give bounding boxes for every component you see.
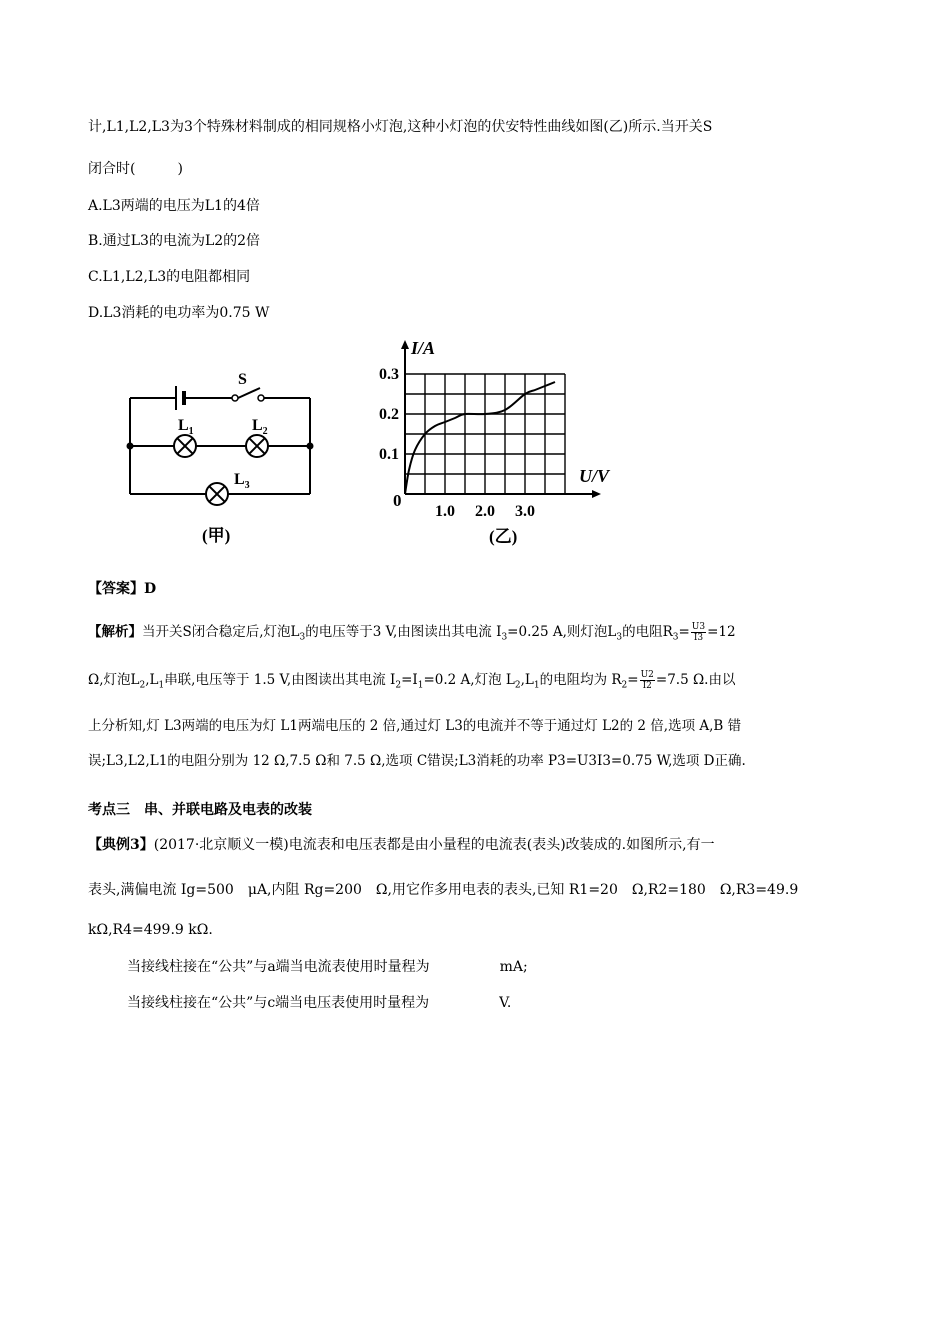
lamp1-label: L xyxy=(178,417,189,434)
example-question-2: 当接线柱接在“公共”与c端当电压表使用时量程为 V. xyxy=(127,995,512,1011)
analysis-line-4: 误;L3,L2,L1的电阻分别为 12 Ω,7.5 Ω和 7.5 Ω,选项 C错误;L3消耗的功率 P3=U3I3=0.75 W,选项 D正确. xyxy=(88,753,746,769)
problem-line-2: 闭合时( ) xyxy=(88,161,183,177)
y-tick-label: 0.1 xyxy=(379,446,399,463)
junction-right xyxy=(307,443,314,450)
chart-caption: (乙) xyxy=(489,527,518,546)
lamp-l3-icon xyxy=(206,483,228,505)
fraction-r2: $\frac{U2}{I2}$ xyxy=(640,670,654,691)
y-tick-label: 0.3 xyxy=(379,366,399,383)
option-c: C.L1,L2,L3的电阻都相同 xyxy=(88,269,251,285)
option-d: D.L3消耗的电功率为0.75 W xyxy=(88,305,270,321)
junction-left xyxy=(127,443,134,450)
y-tick-label: 0.2 xyxy=(379,406,399,423)
example-line-2: 表头,满偏电流 Ig=500 μA,内阻 Rg=200 Ω,用它作多用电表的表头,已知 R1=20 Ω,R2=180 Ω,R3=49.9 xyxy=(88,882,799,898)
example-question-1: 当接线柱接在“公共”与a端当电流表使用时量程为 mA; xyxy=(127,959,528,975)
answer-label: 【答案】 xyxy=(88,581,144,597)
problem-line-1: 计,L1,L2,L3为3个特殊材料制成的相同规格小灯泡,这种小灯泡的伏安特性曲线如图(乙)所示.当开关S xyxy=(88,119,713,135)
iu-chart xyxy=(365,336,625,551)
lamp2-label: L xyxy=(252,417,263,434)
example-line-3: kΩ,R4=499.9 kΩ. xyxy=(88,922,213,938)
y-axis-arrow-icon xyxy=(401,340,409,349)
svg-text:L3: $L_3$ xyxy=(234,471,250,491)
answer-value: D xyxy=(144,581,157,597)
origin-label: 0 xyxy=(393,491,402,510)
y-axis-label: I/A xyxy=(411,338,436,358)
svg-text:L1: $L_1$ xyxy=(178,417,194,437)
x-tick-label: 3.0 xyxy=(515,503,535,520)
lamp-l1-icon xyxy=(174,435,196,457)
section-heading: 考点三 串、并联电路及电表的改装 xyxy=(88,802,312,818)
option-b: B.通过L3的电流为L2的2倍 xyxy=(88,233,261,249)
circuit-diagram xyxy=(120,360,320,550)
analysis-line-2: Ω,灯泡$L_2,L_1$串联,电压等于 1.5 V,由图读出其电流 $I_2=I_1=0.2$ A,灯泡 $L_2,L_1$的电阻均为 $R_2=$ $\frac{U2}{I2}$ =7.5 Ω.由以 xyxy=(88,670,736,691)
x-tick-label: 2.0 xyxy=(475,503,495,520)
example-label: 【典例3】 xyxy=(88,837,154,853)
analysis-line-3: 上分析知,灯 L3两端的电压为灯 L1两端电压的 2 倍,通过灯 L3的电流并不等于通过灯 L2的 2 倍,选项 A,B 错 xyxy=(88,718,742,734)
x-tick-label: 1.0 xyxy=(435,503,455,520)
x-axis-arrow-icon xyxy=(592,490,601,498)
circuit-caption: (甲) xyxy=(202,526,231,545)
analysis-line-1: 【解析】当开关S闭合稳定后,灯泡$L_3$的电压等于3 V,由图读出其电流 $I_3=0.25$ A,则灯泡$L_3$的电阻$R_3=$ $\frac{U3}{I3}$ =12 xyxy=(88,622,736,643)
switch-label: S xyxy=(238,371,247,388)
lamp-l2-icon xyxy=(246,435,268,457)
answer-line xyxy=(88,580,156,598)
option-a: A.L3两端的电压为L1的4倍 xyxy=(88,198,260,214)
svg-text:L2: $L_2$ xyxy=(252,417,268,437)
fraction-r3: $\frac{U3}{I3}$ xyxy=(691,622,706,643)
switch-contact xyxy=(232,395,238,401)
chart-grid xyxy=(405,374,565,494)
iu-curve xyxy=(405,382,555,494)
lamp3-label: L xyxy=(234,471,245,488)
analysis-label: 【解析】 xyxy=(88,624,142,640)
example-line-1: 【典例3】(2017·北京顺义一模)电流表和电压表都是由小量程的电流表(表头)改装成的.如图所示,有一 xyxy=(88,837,715,853)
x-axis-label: U/V xyxy=(579,466,610,486)
